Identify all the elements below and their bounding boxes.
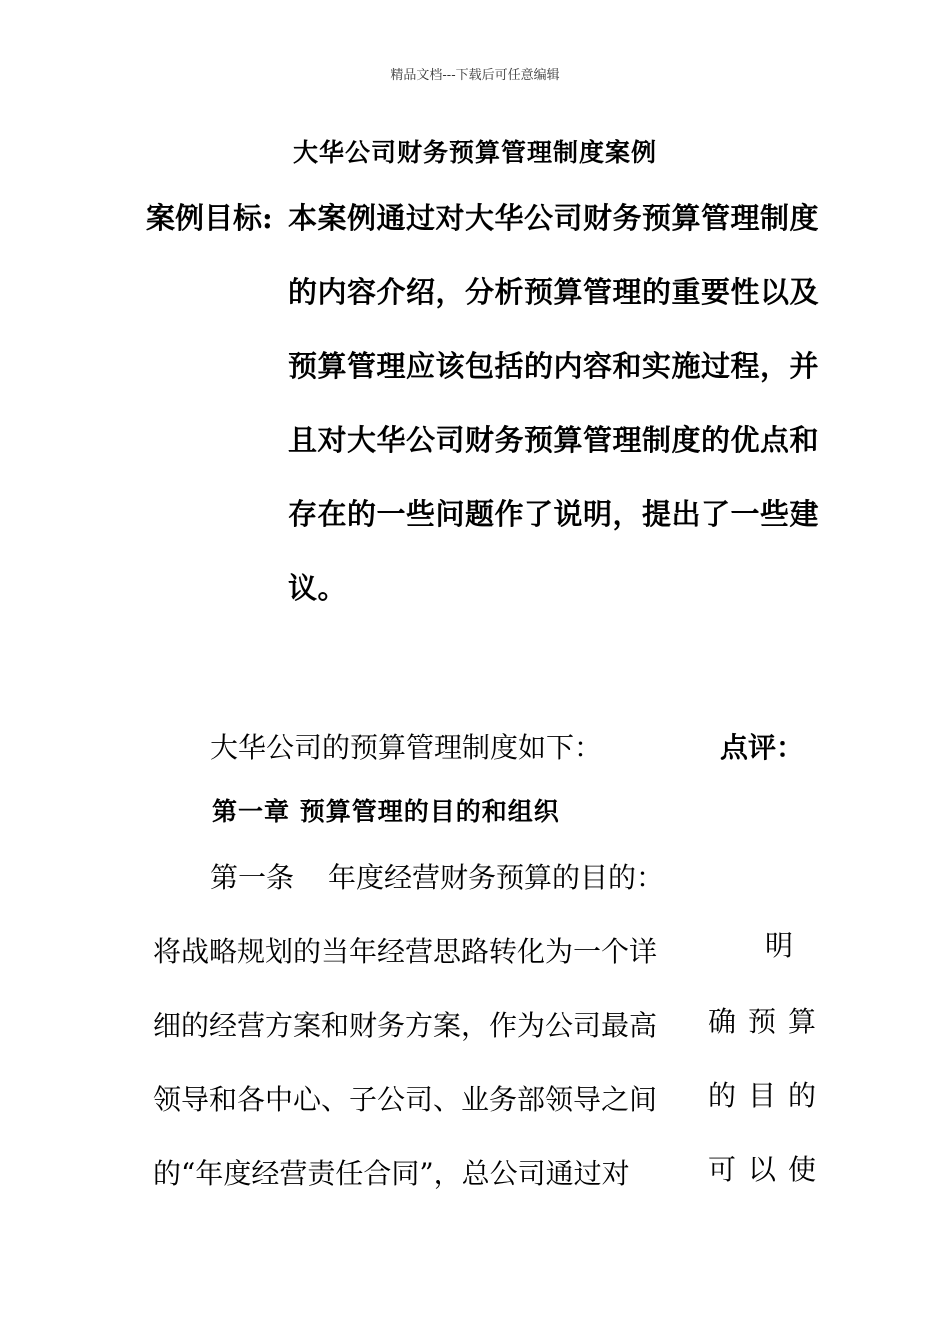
case-goal-line: 的内容介绍，分析预算管理的重要性以及	[288, 275, 820, 309]
comment-text-line: 确预算	[708, 1005, 816, 1038]
body-text-line: 将战略规划的当年经营思路转化为一个详	[153, 935, 658, 968]
case-goal-line: 且对大华公司财务预算管理制度的优点和	[288, 423, 820, 457]
case-goal-line: 存在的一些问题作了说明，提出了一些建	[288, 497, 820, 531]
case-goal-line: 预算管理应该包括的内容和实施过程，并	[288, 349, 820, 383]
article-heading	[210, 858, 664, 898]
comment-text-line: 明	[765, 929, 794, 962]
review-label: 点评：	[720, 731, 805, 764]
chapter-heading: 第一章 预算管理的目的和组织	[212, 797, 560, 826]
article-title: 年度经营财务预算的目的：	[328, 861, 665, 894]
case-goal-line: 本案例通过对大华公司财务预算管理制度	[288, 201, 820, 235]
document-title: 大华公司财务预算管理制度案例	[292, 138, 657, 167]
comment-text-line: 的目的	[708, 1079, 816, 1112]
page-header-note: 精品文档---下载后可任意编辑	[390, 68, 560, 83]
comment-text-line: 可以使	[708, 1153, 816, 1186]
body-text-line: 的“年度经营责任合同”，总公司通过对	[153, 1157, 630, 1190]
case-goal-label: 案例目标:	[146, 201, 273, 235]
article-number: 第一条	[210, 861, 295, 894]
intro-text: 大华公司的预算管理制度如下：	[210, 731, 603, 764]
body-text-line: 细的经营方案和财务方案，作为公司最高	[153, 1009, 658, 1042]
case-goal-line: 议。	[288, 571, 348, 605]
body-text-line: 领导和各中心、子公司、业务部领导之间	[153, 1083, 658, 1116]
